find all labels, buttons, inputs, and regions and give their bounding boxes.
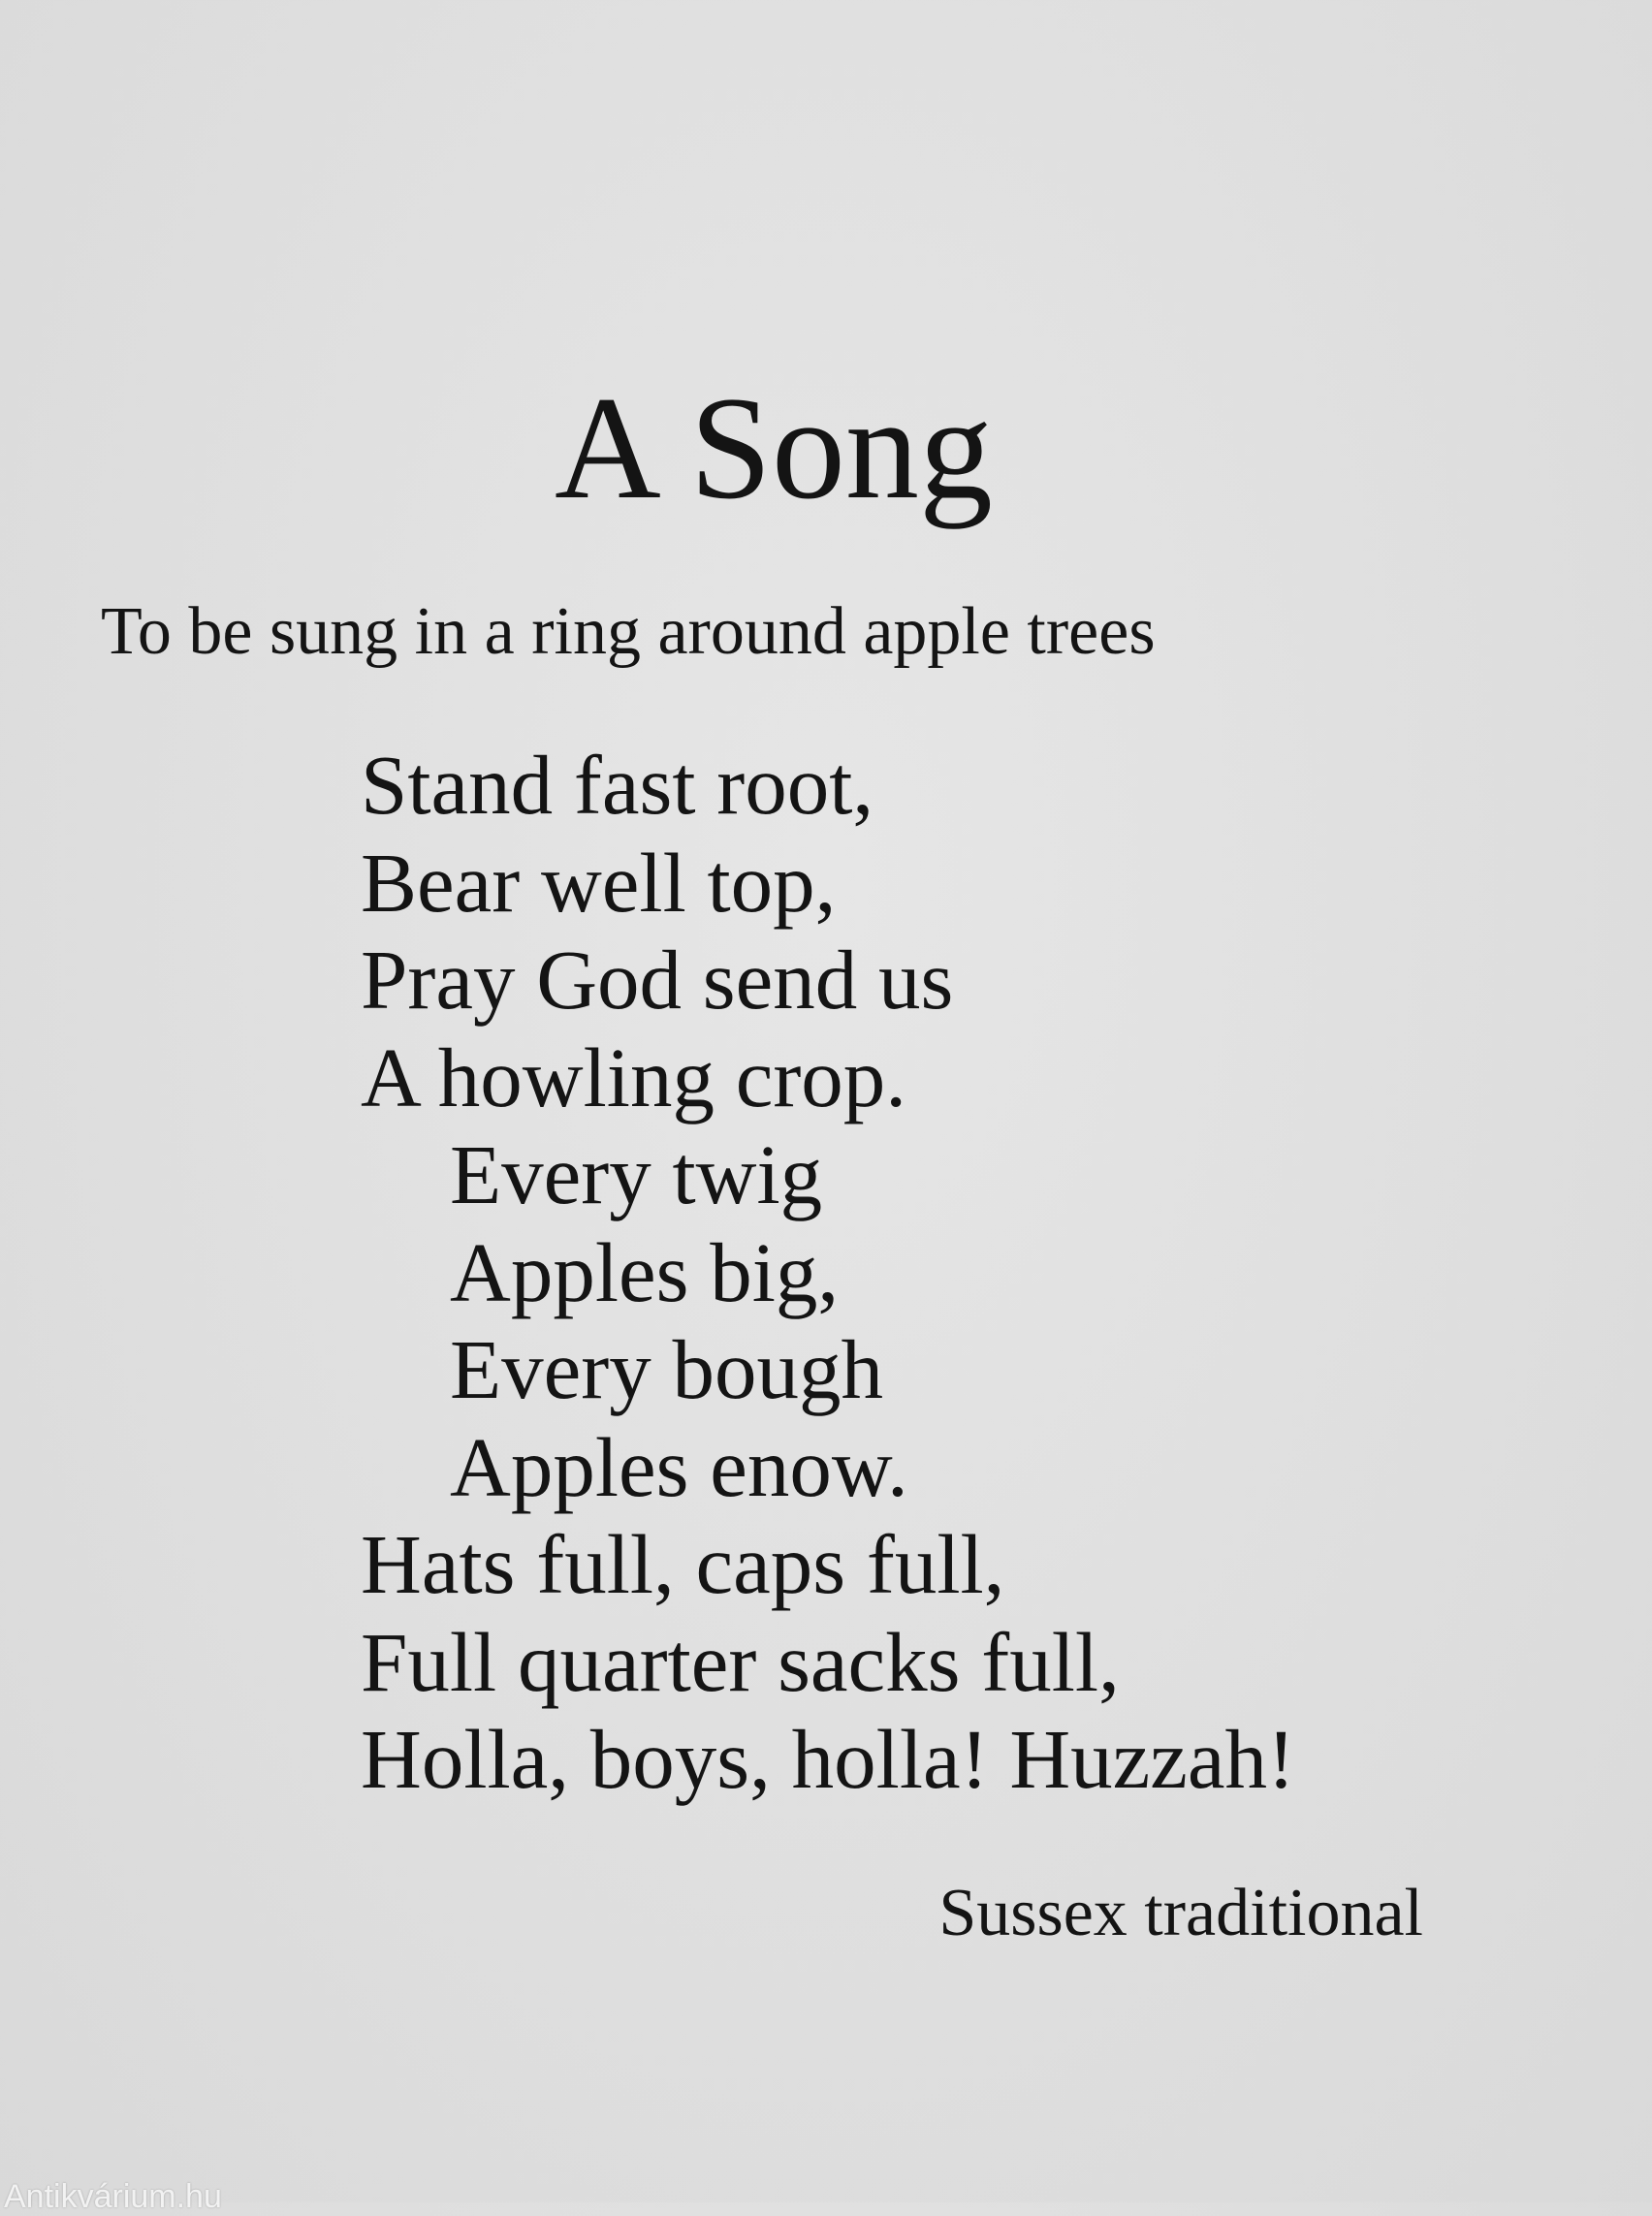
poem-line: Stand fast root, [361,738,874,832]
watermark: Antikvárium.hu [4,2178,222,2215]
poem-line: A howling crop. [361,1029,907,1124]
poem-line: Every twig [450,1127,823,1221]
poem-line: Hats full, caps full, [361,1517,1005,1611]
poem-body [361,737,1295,1809]
poem-line: Full quarter sacks full, [361,1614,1120,1709]
poem-line: Apples big, [450,1224,840,1319]
poem-line: Holla, boys, holla! Huzzah! [361,1712,1295,1806]
poem-line: Pray God send us [361,933,954,1027]
poem-attribution: Sussex traditional [938,1876,1423,1950]
poem-subtitle: To be sung in a ring around apple trees [101,594,1156,669]
poem-line: Apples enow. [450,1419,908,1514]
poem-line: Every bough [450,1322,883,1416]
poem-line: Bear well top, [361,835,837,930]
poem-title: A Song [555,366,993,529]
